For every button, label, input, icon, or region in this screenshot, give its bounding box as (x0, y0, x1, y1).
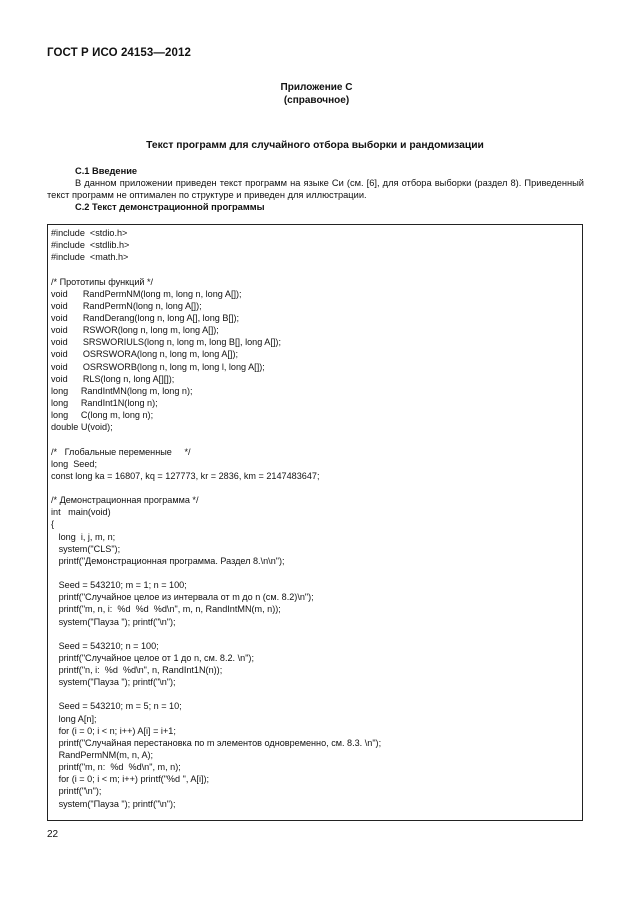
code-line (51, 567, 381, 579)
code-line: long C(long m, long n); (51, 410, 154, 421)
code-line: #include <stdio.h> (51, 228, 128, 238)
code-line: RandPermNM(m, n, A); (51, 750, 154, 761)
code-line: void OSRSWORA(long n, long m, long A[]); (51, 349, 238, 360)
code-line: /* Прототипы функций */ (51, 276, 154, 287)
code-line: { (51, 519, 55, 530)
code-line (51, 628, 381, 640)
code-line (51, 433, 381, 445)
code-line: /* Демонстрационная программа */ (51, 495, 199, 506)
code-line: void OSRSWORB(long n, long m, long l, long A[]); (51, 361, 265, 372)
code-line: int main(void) (51, 507, 111, 518)
code-line: long RandInt1N(long n); (51, 397, 158, 408)
code-line (51, 482, 381, 494)
code-line: printf("Демонстрационная программа. Раздел 8.\n\n"); (51, 555, 285, 566)
code-line: Seed = 543210; m = 1; n = 100; (51, 580, 187, 591)
page-number: 22 (47, 829, 59, 840)
code-line: system("Пауза "); printf("\n"); (51, 616, 176, 627)
code-listing (47, 224, 583, 821)
standard-header: ГОСТ Р ИСО 24153—2012 (47, 47, 192, 59)
code-line: printf("Случайное целое от 1 до n, см. 8.2. \n"); (51, 652, 254, 663)
code-line: printf("n, i: %d %d\n", n, RandInt1N(n)); (51, 665, 223, 676)
code-line: printf("Случайное целое из интервала от m до n (см. 8.2)\n"); (51, 592, 314, 603)
appendix-subtitle: (справочное) (283, 95, 350, 106)
code-line: system("Пауза "); printf("\n"); (51, 798, 176, 809)
demo-program-heading: С.2 Текст демонстрационной программы (75, 202, 265, 212)
code-line: printf("m, n, i: %d %d %d\n", m, n, RandIntMN(m, n)); (51, 604, 281, 615)
code-line: printf("\n"); (51, 786, 102, 797)
section-title: Текст программ для случайного отбора выборки и рандомизации (146, 140, 484, 151)
code-line: for (i = 0; i < n; i++) A[i] = i+1; (51, 725, 176, 736)
intro-section (47, 165, 584, 213)
code-line: void RandDerang(long n, long A[], long B[]); (51, 312, 240, 323)
code-line: printf("m, n: %d %d\n", m, n); (51, 762, 181, 773)
code-line: void RandPermNM(long m, long n, long A[]); (51, 288, 242, 299)
code-line: printf("Случайная перестановка по m элементов одновременно, см. 8.3. \n"); (51, 737, 382, 748)
intro-heading: С.1 Введение (75, 166, 138, 176)
intro-paragraph: В данном приложении приведен текст программ на языке Си (см. [6], для отбора выборки (раздел 8). Приведенный текст программ не оптимален по структуре и приведен для иллюстрации. (47, 178, 584, 200)
code-line: void SRSWORIULS(long n, long m, long B[], long A[]); (51, 337, 281, 348)
code-line (51, 263, 381, 275)
code-line: long Seed; (51, 458, 98, 469)
appendix-title: Приложение С (280, 82, 353, 93)
code-line: system("CLS"); (51, 543, 121, 554)
code-line: system("Пауза "); printf("\n"); (51, 677, 176, 688)
code-line: long A[n]; (51, 713, 97, 724)
code-line: double U(void); (51, 422, 113, 433)
code-line: long i, j, m, n; (51, 531, 116, 542)
code-line: #include <stdlib.h> (51, 240, 130, 251)
code-line: Seed = 543210; m = 5; n = 10; (51, 701, 182, 712)
code-line: #include <math.h> (51, 252, 129, 263)
code-line (51, 688, 381, 700)
code-line: void RandPermN(long n, long A[]); (51, 300, 202, 311)
code-line: const long ka = 16807, kq = 127773, kr = 2836, km = 2147483647; (51, 470, 320, 481)
code-line: /* Глобальные переменные */ (51, 446, 191, 457)
appendix-heading (0, 81, 630, 107)
code-line: void RLS(long n, long A[][]); (51, 373, 175, 384)
code-line: Seed = 543210; n = 100; (51, 640, 159, 651)
code-line: long RandIntMN(long m, long n); (51, 385, 193, 396)
code-line: void RSWOR(long n, long m, long A[]); (51, 325, 219, 336)
code-line: for (i = 0; i < m; i++) printf("%d ", A[i]); (51, 774, 210, 785)
code-lines (51, 227, 381, 810)
